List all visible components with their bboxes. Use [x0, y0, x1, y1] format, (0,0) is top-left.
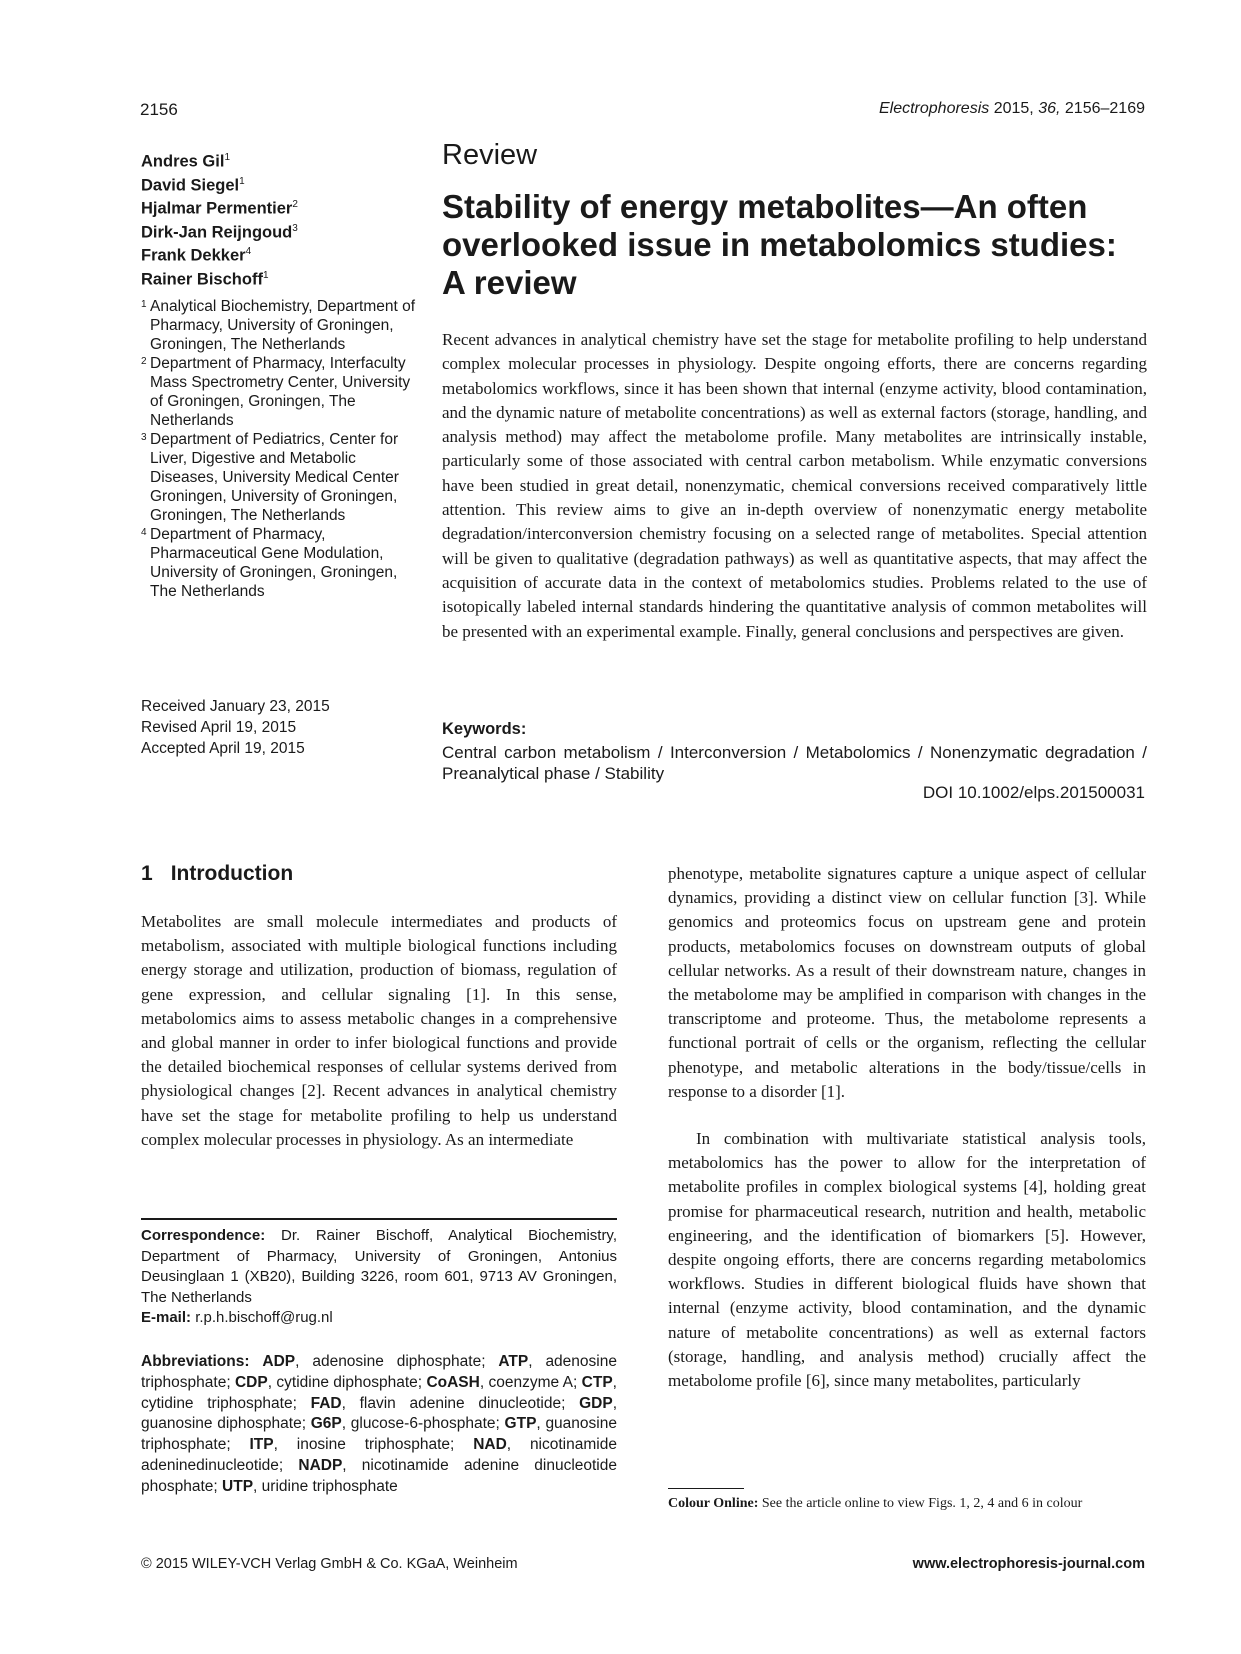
- keywords-heading: Keywords:: [442, 720, 527, 738]
- author: Dirk-Jan Reijngoud$^3$: [141, 222, 298, 241]
- author: David Siegel$^1$: [141, 175, 245, 194]
- body-paragraph: In combination with multivariate statistical analysis tools, metabolomics has the power to allow for the interpretation of metabolite profiles in complex biological systems [4], holding great promise for pharmaceutical research, nutrition and health, metabolic engineering, and the identification of biomarkers [5]. However, despite ongoing efforts, there are concerns regarding metabolomics workflows. Studies in different biological fluids have shown that internal (enzyme activity, blood contamination, and the dynamic nature of metabolite concentrations) as well as external factors (storage, handling, and analysis method) crucially affect the metabolome profile [6], since many metabolites, particularly: [668, 1129, 1146, 1391]
- colour-online-note: Colour Online: See the article online to view Figs. 1, 2, 4 and 6 in colour: [668, 1496, 1083, 1511]
- date-accepted: Accepted April 19, 2015: [141, 740, 305, 757]
- body-paragraph: Metabolites are small molecule intermediates and products of metabolism, associated with multiple biological functions including energy storage and utilization, production of biomass, regulation of gene expression, and cellular signaling [1]. In this sense, metabolomics aims to assess metabolic changes in a comprehensive and global manner in order to infer biological functions and provide the detailed biochemical responses of cellular systems derived from physiological changes [2]. Recent advances in analytical chemistry have set the stage for metabolite profiling to help us understand complex molecular processes in physiology. As an intermediate: [141, 912, 617, 1149]
- divider: [141, 1218, 617, 1220]
- date-revised: Revised April 19, 2015: [141, 719, 297, 736]
- body-paragraph: phenotype, metabolite signatures capture a unique aspect of cellular dynamics, providing a distinct view on cellular function [3]. While genomics and proteomics focus on upstream gene and protein products, metabolomics focuses on downstream outputs of global cellular networks. As a result of their downstream nature, changes in the metabolome may be amplified in comparison with changes in the transcriptome and proteome. Thus, the metabolome represents a functional portrait of cells or the organism, reflecting the cellular phenotype, and metabolic alterations in the body/tissue/cells in response to a disorder [1].: [668, 864, 1146, 1101]
- author: Frank Dekker$^4$: [141, 246, 252, 265]
- date-received: Received January 23, 2015: [141, 698, 330, 715]
- article-dates: [141, 696, 416, 759]
- article-title: Stability of energy metabolites—An often overlooked issue in metabolomics studies: A review: [442, 188, 1117, 301]
- abbreviations-note: Abbreviations: ADP, adenosine diphosphate; ATP, adenosine triphosphate; CDP, cytidine diphosphate; CoASH, coenzyme A; CTP, cytidine triphosphate; FAD, flavin adenine dinucleotide; GDP, guanosine diphosphate; G6P, glucose-6-phosphate; GTP, guanosine triphosphate; ITP, inosine triphosphate; NAD, nicotinamide adeninedinucleotide; NADP, nicotinamide adenine dinucleotide phosphate; UTP, uridine triphosphate: [141, 1353, 617, 1495]
- section-label: Review: [442, 139, 538, 171]
- author: Hjalmar Permentier$^2$: [141, 199, 298, 218]
- journal-name: Electrophoresis: [878, 100, 990, 117]
- journal-pages: 2156–2169: [1064, 100, 1145, 117]
- footnote-divider: [668, 1488, 744, 1489]
- journal-volume: 36,: [1038, 100, 1061, 117]
- journal-year: 2015,: [993, 100, 1034, 117]
- journal-citation: [879, 100, 1145, 118]
- author-list: [141, 148, 421, 289]
- author: Andres Gil$^1$: [141, 152, 230, 171]
- footer-url[interactable]: www.electrophoresis-journal.com: [912, 1556, 1145, 1572]
- doi: DOI 10.1002/elps.201500031: [922, 783, 1145, 802]
- affiliation: 3 Department of Pediatrics, Center for Liver, Digestive and Metabolic Diseases, University Medical Center Groningen, University of Groningen, Groningen, The Netherlands: [141, 431, 399, 524]
- affiliation: 4 Department of Pharmacy, Pharmaceutical Gene Modulation, University of Groningen, Groningen, The Netherlands: [141, 526, 398, 600]
- abstract: Recent advances in analytical chemistry have set the stage for metabolite profiling to help understand complex molecular processes in physiology. Despite ongoing efforts, there are concerns regarding metabolomics workflows, since it has been shown that internal (enzyme activity, blood contamination, and the dynamic nature of metabolite concentrations) as well as external factors (storage, handling, and analysis method) may affect the metabolome profile. Many metabolites are intrinsically instable, particularly some of those associated with central carbon metabolism. While enzymatic conversions have been studied in great detail, nonenzymatic, chemical conversions received comparatively little attention. This review aims to give an in-depth overview of nonenzymatic energy metabolite degradation/interconversion chemistry focusing on a selected range of metabolites. Special attention will be given to qualitative (degradation pathways) as well as quantitative aspects, that may affect the acquisition of accurate data in the context of metabolomics studies. Problems related to the use of isotopically labeled internal standards hindering the quantitative analysis of common metabolites will be presented with an experimental example. Finally, general conclusions and perspectives are given.: [442, 330, 1147, 641]
- email-link[interactable]: r.p.h.bischoff@rug.nl: [195, 1309, 333, 1326]
- keywords: Central carbon metabolism / Interconversion / Metabolomics / Nonenzymatic degradation / Preanalytical phase / Stability: [442, 743, 1147, 783]
- affiliation-list: [141, 297, 416, 601]
- author: Rainer Bischoff$^1$: [141, 269, 269, 288]
- page-number: 2156: [140, 100, 178, 119]
- section-heading-introduction: 1 Introduction: [141, 862, 294, 885]
- correspondence-note: Correspondence: Dr. Rainer Bischoff, Analytical Biochemistry, Department of Pharmacy, University of Groningen, Antonius Deusinglaan 1 (XB20), Building 3226, room 601, 9713 AV Groningen, The Netherlands E-mail: r.p.h.bischoff@rug.nl: [141, 1227, 617, 1326]
- affiliation: 2 Department of Pharmacy, Interfaculty Mass Spectrometry Center, University of Groningen, Groningen, The Netherlands: [141, 355, 411, 429]
- affiliation: 1 Analytical Biochemistry, Department of Pharmacy, University of Groningen, Groningen, The Netherlands: [141, 298, 416, 353]
- footer-copyright: © 2015 WILEY-VCH Verlag GmbH & Co. KGaA, Weinheim: [141, 1556, 518, 1572]
